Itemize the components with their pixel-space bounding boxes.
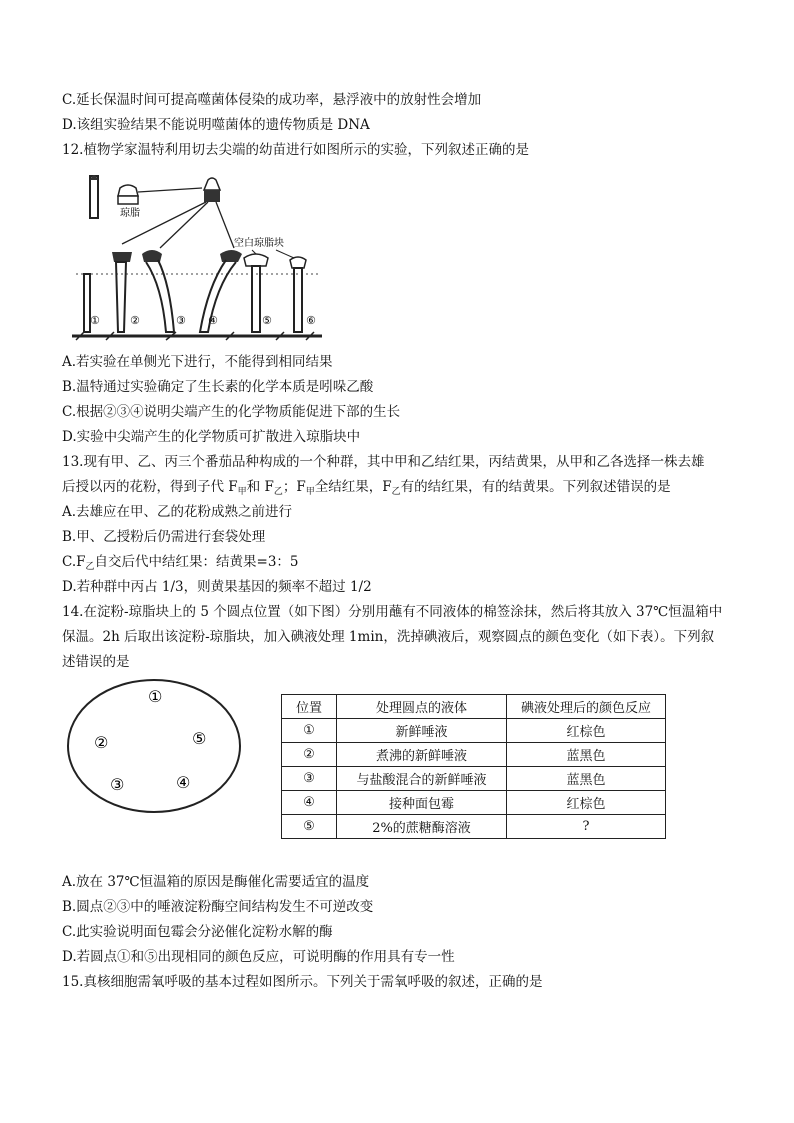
- q12-stem: 12.植物学家温特利用切去尖端的幼苗进行如图所示的实验，下列叙述正确的是: [62, 142, 529, 158]
- table-cell: ?: [507, 815, 666, 839]
- point-2: ②: [94, 733, 109, 752]
- table-cell: 接种面包霉: [337, 791, 507, 815]
- plant-6: [290, 257, 306, 332]
- table-cell: 蓝黑色: [507, 743, 666, 767]
- table-cell: 红棕色: [507, 791, 666, 815]
- point-1: ①: [148, 687, 163, 706]
- agar-block-2: [204, 178, 220, 202]
- table-cell: ①: [282, 719, 337, 743]
- q14-option-d: D.若圆点①和⑤出现相同的颜色反应，可说明酶的作用具有专一性: [62, 949, 455, 965]
- q11-option-c: C.延长保温时间可提高噬菌体侵染的成功率，悬浮液中的放射性会增加: [62, 92, 482, 108]
- table-row: [282, 791, 666, 815]
- table-row: [282, 743, 666, 767]
- q12-option-d: D.实验中尖端产生的化学物质可扩散进入琼脂块中: [62, 429, 361, 445]
- agar-label: 琼脂: [120, 208, 140, 219]
- table-cell: 蓝黑色: [507, 767, 666, 791]
- table-cell: ②: [282, 743, 337, 767]
- plant-number-5: ⑤: [262, 314, 272, 327]
- plant-number-6: ⑥: [306, 314, 316, 327]
- q12-option-c: C.根据②③④说明尖端产生的化学物质能促进下部的生长: [62, 404, 401, 420]
- plant-3: [142, 250, 174, 332]
- table-header-position: 位置: [282, 695, 337, 719]
- q12-went-experiment-figure: [66, 166, 328, 346]
- plant-number-1: ①: [90, 314, 100, 327]
- q14-option-a: A.放在 37℃恒温箱的原因是酶催化需要适宜的温度: [62, 874, 370, 890]
- table-row: [282, 815, 666, 839]
- q12-option-a: A.若实验在单侧光下进行，不能得到相同结果: [62, 354, 333, 370]
- q14-stem-line-2: 保温。2h 后取出该淀粉-琼脂块，加入碘液处理 1min，洗掉碘液后，观察圆点的颜色变化（如下表）。下列叙: [62, 629, 715, 645]
- plant-number-3: ③: [176, 314, 186, 327]
- q12-option-b: B.温特通过实验确定了生长素的化学本质是吲哚乙酸: [62, 379, 374, 395]
- point-5: ⑤: [192, 729, 207, 748]
- table-cell: ⑤: [282, 815, 337, 839]
- table-cell: 新鲜唾液: [337, 719, 507, 743]
- plant-number-4: ④: [208, 314, 218, 327]
- plant-number-2: ②: [130, 314, 140, 327]
- coleoptile-tip-on-agar: [90, 175, 98, 218]
- point-3: ③: [110, 775, 125, 794]
- q13-option-a: A.去雄应在甲、乙的花粉成熟之前进行: [62, 504, 293, 520]
- table-cell: 煮沸的新鲜唾液: [337, 743, 507, 767]
- q13-option-b: B.甲、乙授粉后仍需进行套袋处理: [62, 529, 266, 545]
- agar-block-1: [118, 185, 138, 204]
- q13-option-c: $C.F_乙$自交后代中结红果：结黄果=3：5: [62, 554, 299, 572]
- q14-stem-line-1: 14.在淀粉-琼脂块上的 5 个圆点位置（如下图）分别用蘸有不同液体的棉签涂抹，然后将其放入 37℃恒温箱中: [62, 604, 723, 620]
- q14-option-b: B.圆点②③中的唾液淀粉酶空间结构发生不可逆改变: [62, 899, 374, 915]
- q13-stem-line-1: 13.现有甲、乙、丙三个番茄品种构成的一个种群，其中甲和乙结红果，丙结黄果，从甲和乙各选择一株去雄: [62, 454, 705, 470]
- q15-stem: 15.真核细胞需氧呼吸的基本过程如图所示。下列关于需氧呼吸的叙述，正确的是: [62, 974, 543, 990]
- table-cell: ④: [282, 791, 337, 815]
- table-cell: 与盐酸混合的新鲜唾液: [337, 767, 507, 791]
- point-4: ④: [176, 773, 191, 792]
- q14-starch-agar-figure: [62, 676, 247, 816]
- q14-option-c: C.此实验说明面包霉会分泌催化淀粉水解的酶: [62, 924, 333, 940]
- blank-agar-label: 空白琼脂块: [234, 238, 284, 249]
- plant-2: [112, 252, 132, 332]
- table-header-liquid: 处理圆点的液体: [337, 695, 507, 719]
- table-cell: 2%的蔗糖酶溶液: [337, 815, 507, 839]
- table-header-row: [282, 695, 666, 719]
- q14-result-table: [281, 694, 666, 839]
- q13-stem-line-2: 后授以丙的花粉，得到子代 $F_甲$和 $F_乙$；$F_甲$全结红果，$F_乙$有的结红果，有的结黄果。下列叙述错误的是: [62, 479, 671, 497]
- table-row: [282, 767, 666, 791]
- table-row: [282, 719, 666, 743]
- q14-stem-line-3: 述错误的是: [62, 654, 130, 670]
- table-cell: 红棕色: [507, 719, 666, 743]
- q11-option-d: D.该组实验结果不能说明噬菌体的遗传物质是 DNA: [62, 117, 370, 133]
- table-cell: ③: [282, 767, 337, 791]
- plant-4: [200, 250, 242, 332]
- table-header-color: 碘液处理后的颜色反应: [507, 695, 666, 719]
- q13-option-d: D.若种群中丙占 1/3，则黄果基因的频率不超过 1/2: [62, 579, 372, 595]
